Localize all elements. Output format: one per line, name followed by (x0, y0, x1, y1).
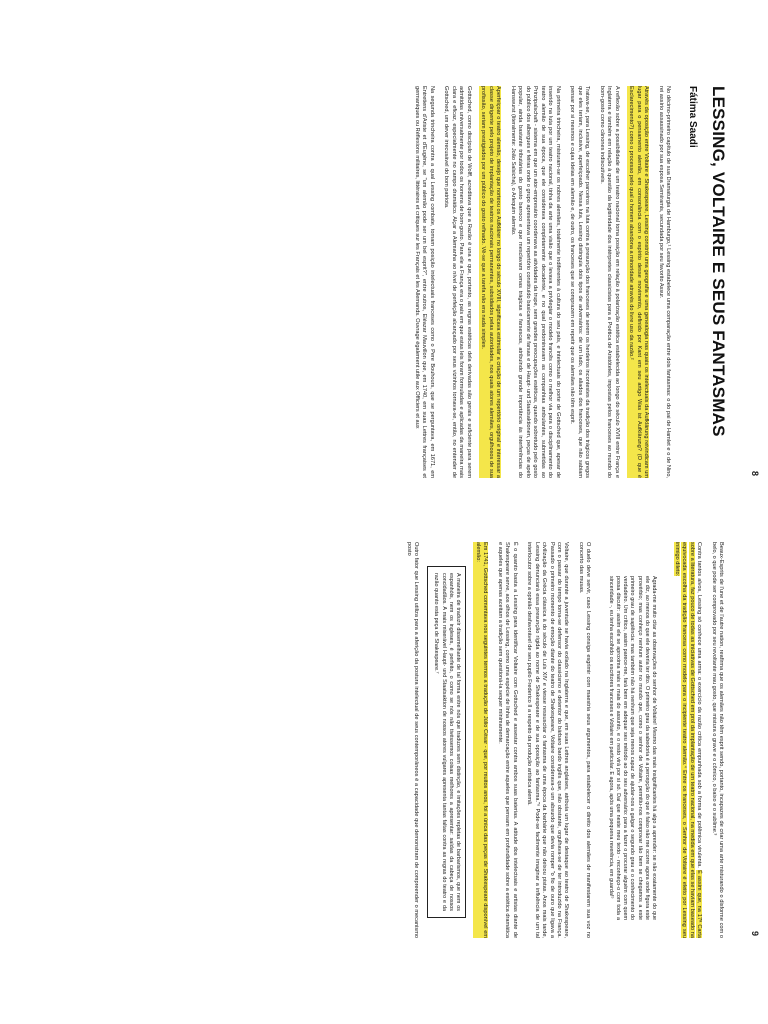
paragraph: Voltaire, que durante a juventude se havia exilado na Inglaterra e que, em suas Lettres anglaises, atribuía um lugar de destaque ao teatro de Shakespeare, com o passar do tempo torna-se defensor do classicismo e detentor do bárbaro bardo inglês que, não obstante, orgulhava-se de ter introduzido na França. Passado o primeiro momento de emoção diante do teatro de Shakespeare, Voltaire considerava-o um absurdo que devia romper "o fio de ouro que ligava a civilização da Grécia clássica à do século de Luís XIV e viesse ressuscitar o fantasma de uma época da barbárie que não deixou pistas. Anos mais tarde, Lessing denunciará essa presunção rígida ao nome de Shakespeare e de sua oposição ao fantasma."⁶ Pode-se facilmente imaginar a influência de um tal interlocutor sobre a opinião desfavorável de seu pupilo Frederico II a respeito da produção artística alemã. (526, 542, 570, 938)
spacer (591, 542, 599, 938)
paragraph-lead: Contra tantos alvos, Lessing só conhece uma arma: o exercício da razão crítica empunhada sob a forma de polêmica virulenta. (696, 542, 703, 868)
paragraph: Na segunda trincheira contra a qual Lessing combate, tomam posição intelectuais franceses como o Pere Bouhours, que se perguntava, em 1671, em Entretiens d'Ariste et d'Eugène, se "um alemão pode ser um bel esprit?", entre outros, Eléazar Mauvillon que, em 1740, em suas Lettres françaises et germaniques ou Réflexions militaires, littéraires et critiques sur les Français et les Allemands. Ouvrage également utile aux Officiers et aux (413, 86, 435, 478)
highlighted-paragraph: Em 1741, Gottsched comentava nos seguintes termos a tradução de Júlio César - que, por muitos anos, foi a única das peças de Shakespeare disponível em alemão: (474, 542, 489, 938)
highlighted-paragraph: Aperfeiçoar o teatro alemão, desejo que norteou os Aufklärer no longo do século XVIII, significava estimular a criação de um repertório original e interessar a classe dirigente pelo projeto de implantação de teatros nacionais permanentes, subsidiados pelas autoridades, nos quais atores alemães, orgulhosos de sua profissão, seriam prestigiados por um público do gosto refinado. Vê-se que a tarefa não era nada simples. (480, 86, 502, 478)
page-number-left: 8 (750, 470, 760, 476)
paragraph (672, 542, 702, 938)
paragraph: No décimo-primeiro capítulo de sua Dramaturgia de Hamburgo,¹ Lessing estabelece uma comparação entre dois fantasmas: o do pai de Hamlet e o de Nino, rei assírio assassinado por sua esposa Semíramis, secundada por seu favorito Assur. (657, 86, 671, 478)
block-quote (606, 576, 657, 920)
article-author: Fátima Saadi (687, 86, 698, 148)
right-page (0, 512, 768, 1024)
quote-text: Agrada-me muito citar as observações do senhor de Voltaire! Mesmo das mais insignificantes há algo a aprender: se não exatamente do que ele diz, ao menos do que ele deveria ter dito. O primeiro grau da sabedoria é a percepção do que é falso não me ocorre agora onde figura este provérbio; mas conheço nenhum autor no mundo que, como o senhor de Voltaire, permitiu-nos comprovar tão bem se chegamos a este primeiro grau de sapiência: mas também não há nenhum que seja menos capaz de ajudar-nos a galgar o segundo grau e o conhecimento do verdadeiro. Um crítico, assim parece-me, fará bem em adequar seu método ao do seu adversário: para a fazer o procurar alguém com quem possa discutir: assim ele se aproxima mais e mais do assunto, e o resto virá por si só. Daí que neste meu texto - reconheço-o com toda a sinceridade -, eu tenha escolhido os escritores franceses e Voltaire em particular. E agora, após uma pequena reverência, em guarda!⁵ (607, 576, 658, 920)
boxed-quote-text: A maneira de traduzir dissemelhante de tal forma entre nós que traduzes sem distinção, e imitações repletas de barbarismos, que nem os espanhóis, nem os ingleses, é perfeito, o como se nós não tivéssemos coisas melhores a apresentar: saídas da cabeça de nossos concidadãos. A mais miserável Haupt- und Staatsaktion de nossos atores vulgares apresenta tantas faltas contra as regras do teatro e da razão quanto esta peça de Shakespeare.⁷ (433, 573, 462, 911)
paragraph: Gottsched, como discípulo de Wolff, acreditava que a Razão é una e que, portanto, as regras estéticas dela derivadas são gerais e suficiente para serem admitidas universalmente por todos os homens de bom-gosto. Para ele a França era o país em que estas leis foram formuladas e aplicadas da maneira mais clara e eficaz, especialmente no campo dramático. Alçar a Alemanha ao nível de perfeição alcançado por seus vizinhos tornava-se, então, no entender de Gottsched, um dever irrecusável do bom patriota. (443, 86, 472, 478)
page-number-right: 9 (750, 930, 760, 936)
article-title: LESSING, VOLTAIRE E SEUS FANTASMAS (709, 86, 728, 437)
spacer (657, 542, 665, 938)
paragraph: Beaux-Esprits de l'une et de l'autre nation, reafirma que os alemães não têm esprit sendo, portanto, incapazes de criar uma arte misturando o disforme com o belo, o que pode ser comprovado por seu revoltante mau gosto, que mistura o grave e o cômico, o baixo e o sublime.³ (710, 542, 724, 938)
highlighted-sentence: É assim que, na 17ª Carta sobre a literatura, faz pouco de todas as iniciativas de Gottsched em prol da implantação de um teatro nacional, na medida em que elas se haviam baseado na equivocada escolha da tradição francesa como modelo para o incipiente teatro alemão.⁴ Entre os franceses, o Senhor de Voltaire é eleito por Lessing seu inimigo dileto: (673, 542, 703, 938)
paragraph: Tratava-se, para Lessing, de escolher parceiros na luta contra a presunção dos franceses de serem os herdeiros incontestes da tradição dos trágicos gregos que eles teriam, inclusive, aperfeiçoado. Nessa luta, Lessing distinguia dois tipos de adversários: de um lado, os aliados dos franceses, que não sabiam pensar por si mesmos e cujas ideias em alemão e, de outro, os franceses que se comprazem em repetir que os alemães não têm esprit. (569, 86, 591, 478)
paragraph: É o quanto basta a Lessing para identificar Voltaire com Gottsched e assestar contra ambos suas baterias. A atitude dos intelectuais e artistas diante de Shakespeare serve, aos olhos de Lessing, como uma espécie de linha de demarcação entre aqueles que pensam em profundidade sobre a estética dramática e aqueles que apenas aceitam a tradição sem questioná-la sequer minimamente. (496, 542, 518, 938)
paragraph: Na primeira trincheira, misturam-se os nobres alemães, totalmente indiferentes à cultura do seu país, e intelectuais do porte de Gottsched que, apesar de inserido na luta por um teatro nacional, tinha da arte uma visão que o levava a privilegiar o modelo francês como o melhor via para o disciplinamento do teatro alemão de sua época, que ele considerava completamente decadente, e no qual predominavam as companhias ambulantes, submetidas ao Prinzipalschaft - sistema em que um ator-empresário coordenava as atividades da trupe, sem grandes preocupações estéticas, quando sobretudo pelo gosto do público dos albergues e feiras onde o grupo apresentava um repertório constituído basicamente de farsas e de Haupt- und Staatsaktionen, peças de apelo popular, ainda bastante tributárias do gosto barroco e que mesclavam cenas trágicas e farsescas, atribuindo grande importância às interferências do Hanswurst (literalmente: João Salsicha), o Arlequim alemão. (509, 86, 561, 478)
boxed-quote (427, 566, 466, 918)
paragraph: O duelo deve servir, caso Lessing consiga esgrimir com maestria seus argumentos, para estabelecer o direito dos alemães de manifestarem sua voz no concerto das musas. (577, 542, 592, 938)
highlighted-paragraph: Através da oposição entre Voltaire e Shakespeare, Lessing constrói uma geografia e uma genealogia nas quais os intelectuais da Aufklärung reivindicam um lugar para o pensamento alemão, em consonância com o espírito desse movimento, definido por Kant em seu artigo Was ist Aufklärung? (O que é Esclarecimento?) como o processo pelo qual o homem abandona a minoridade através do livre uso da razão.² (628, 86, 650, 478)
paragraph: A reflexão sobre a possibilidade de um teatro nacional toma posição em relação à polarização estética estabelecida ao longo do século XVIII entre França e Inglaterra e também em relação à questão da legitimidade dos intérpretes classicistas para a Poética de Aristóteles, impostas pelos franceses ao mundo do bom-gosto como cânones indiscutíveis. (598, 86, 620, 478)
paragraph: Outro fator que Lessing utiliza para a aferição da postura intelectual de seus contemporâneos é a capacidade que demonstram de compreender o mecanismo posto (405, 542, 420, 938)
